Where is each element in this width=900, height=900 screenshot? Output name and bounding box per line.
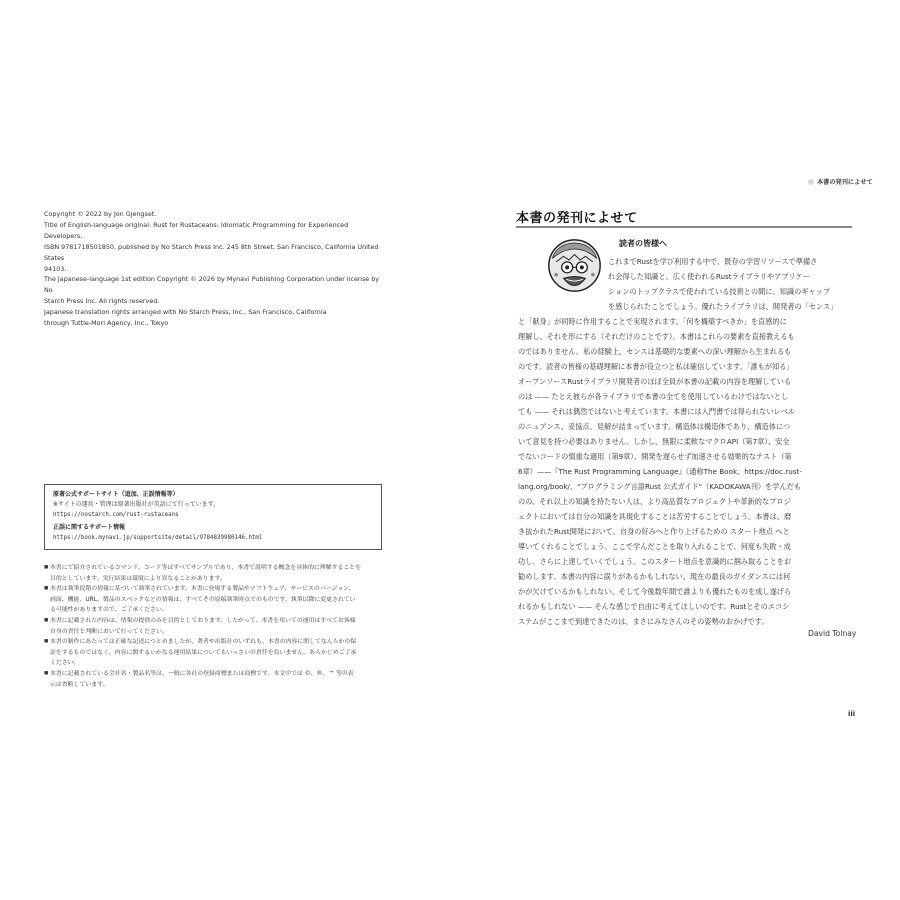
copyright-line: ISBN 9781718501850, published by No Starch Press Inc. 245 8th Street, San Francisco, California United States: [44, 242, 379, 262]
body-line: れるかもしれない —— そんな感じで自由に考えてほしいのです。Rustとそのエコシ: [518, 602, 790, 611]
body-line: lang.org/book/、"プログラミング言語Rust 公式ガイド"（KADOKAWA刊）を学んだも: [518, 482, 802, 491]
note-item: ■ 本書に記載された内容は、情報の提供のみを目的としております。したがって、本書を用いての運用はすべてお客様 自身の責任と判断において行ってください。: [44, 616, 386, 637]
body-line: でないコードの慎重な適用（第9章）、開発を遅らせず加速させる効果的なテスト（第: [518, 452, 792, 461]
body-line: オープンソースRustライブラリ開発者のほぼ全員が本書の記載の内容を理解している: [518, 377, 792, 386]
note-item: ■ 本書にて紹介されているコマンド、コード等はすべてサンプルであり、本書で説明する概念を具体的に理解することを 目的としています。実行結果は環境により異なることがあります。: [44, 563, 386, 584]
copyright-block: [44, 209, 384, 329]
body-line: のは —— たとえ彼らが各ライブラリで本書の全てを使用しているわけではないとし: [518, 392, 789, 401]
body-line: 理解し、それを形にする（それだけのことです）。本書はこれらの要素を直接教えるも: [518, 332, 795, 341]
body-line: 功し、さらに上達していくでしょう。このスタート地点を意識的に掴み取ることをお: [518, 557, 792, 566]
body-line: のニュアンス、妥協点、見解が詰まっています。構造体は構造体であり、構造体につ: [518, 422, 791, 431]
body-line: かが欠けているかもしれない、そして今後数年間で誰よりも優れたものを成し遂げら: [518, 587, 792, 596]
support-original-heading: 原著公式サポートサイト（追加、正誤情報等）: [53, 491, 179, 498]
support-errata-url[interactable]: https://book.mynavi.jp/supportsite/detail/9784839980146.html: [53, 535, 263, 541]
body-line: を感じられたことでしょう。優れたライブラリは、開発者の「センス」: [608, 302, 838, 311]
support-errata-heading: 正誤に関するサポート情報: [53, 524, 126, 531]
body-line: 勧めします。本書の内容に誤りがあるかもしれない、現在の最良のガイダンスには何: [518, 572, 791, 581]
copyright-line: Japanese translation rights arranged with No Starch Press, Inc., San Francisco, California: [44, 308, 327, 317]
copyright-line: 94103.: [44, 264, 67, 273]
body-line: 6章）——『The Rust Programming Language』（通称The Book、https://doc.rust-: [518, 467, 802, 476]
disclaimer-notes: [44, 563, 386, 690]
body-line: のです。読者の皆様の基礎理解に本書が役立つと私は確信しています。「誰もが知る」: [518, 362, 794, 371]
body-line: 導いてくれることでしょう。ここで学んだことを取り入れることで、何度も失敗・成: [518, 542, 791, 551]
body-line: ても —— それは偶然ではないと考えています。本書には入門書では得られないレベル: [518, 407, 796, 416]
copyright-line: Copyright © 2022 by Jon Gjengset.: [44, 210, 157, 218]
body-line: ェクトにおいては自分の知識を具現化することは苦労することでしょう。本書は、磨: [518, 512, 792, 521]
copyright-line: through Tuttle-Mori Agency, Inc., Tokyo: [44, 319, 169, 328]
copyright-line: Title of English-language original: Rust for Rustaceans: Idiomatic Programming for Experienced Developers,: [44, 220, 349, 240]
note-item: ■ 本書の制作にあたっては正確な記述につとめましたが、著者や出版社のいずれも、本書の内容に関してなんらかの保 証をするものではなく、内容に関するいかなる運用結果についてもいっさいの責任を負いません。あらかじめご了承 ください。: [44, 637, 386, 669]
note-item: ■ 本書は執筆段階の情報に基づいて執筆されています。本書に登場する製品やソフトウェア、サービスのバージョン、 画面、機能、URL、製品のスペックなどの情報は、すべてその原稿執筆時点でのものです。執筆以降に変更されてい る可能性がありますので、ご了承ください。: [44, 584, 386, 616]
body-line: ステムがここまで到達できたのは、まさにみなさんのその姿勢のおかげです。: [518, 617, 769, 626]
note-item: ■ 本書に記載されている会社名・製品名等は、一般に各社の登録商標または商標です。本文中では ©、®、™ 等の表 示は省略しています。: [44, 669, 386, 690]
body-line: れ会得した知識と、広く使われるRustライブラリやアプリケー: [608, 272, 810, 281]
greeting-heading: 読者の皆様へ: [619, 239, 667, 248]
body-line: のではありません。私の経験上、センスは基礎的な要素への深い理解から生まれるも: [518, 347, 792, 356]
title-rule: [516, 226, 852, 228]
support-original-note: ※サイトの運営・管理は原著出版社が英語にて行っています。: [53, 501, 220, 508]
body-line: き抜かれたRust開発において、自身の好みへと作り上げるための スタート地点 へと: [518, 527, 790, 536]
body-line: これまでRustを学び利用する中で、既存の学習リソースで準備さ: [608, 257, 818, 266]
page-number: iii: [848, 710, 856, 718]
support-info-box: [44, 484, 382, 550]
copyright-line: The Japanese-language 1st edition Copyright © 2026 by Mynavi Publishing Corporation under license by No: [44, 275, 380, 295]
support-original-url[interactable]: https://nostarch.com/rust-rustaceans: [53, 512, 179, 518]
body-line: のの、それ以上の知識を持たない人は、より高品質なプロジェクトや革新的なプロジ: [518, 497, 791, 506]
body-line: いて意見を持つ必要はありません。しかし、無限に柔軟なマクロAPI（第7章）、安全: [518, 437, 790, 446]
body-line: と「献身」が同時に作用することで実現されます。「何を構築すべきか」を直感的に: [518, 317, 787, 326]
bullet-dot-icon: [808, 179, 814, 185]
copyright-line: Starch Press Inc. All rights reserved.: [44, 297, 160, 306]
body-line: ションのトップクラスで使われている技術との間に、知識のギャップ: [608, 287, 831, 296]
page-title: 本書の発刊によせて: [516, 211, 638, 226]
running-head: 本書の発刊によせて: [808, 177, 873, 186]
author-signature: David Tolnay: [808, 629, 857, 638]
foreword-body: [518, 248, 854, 629]
